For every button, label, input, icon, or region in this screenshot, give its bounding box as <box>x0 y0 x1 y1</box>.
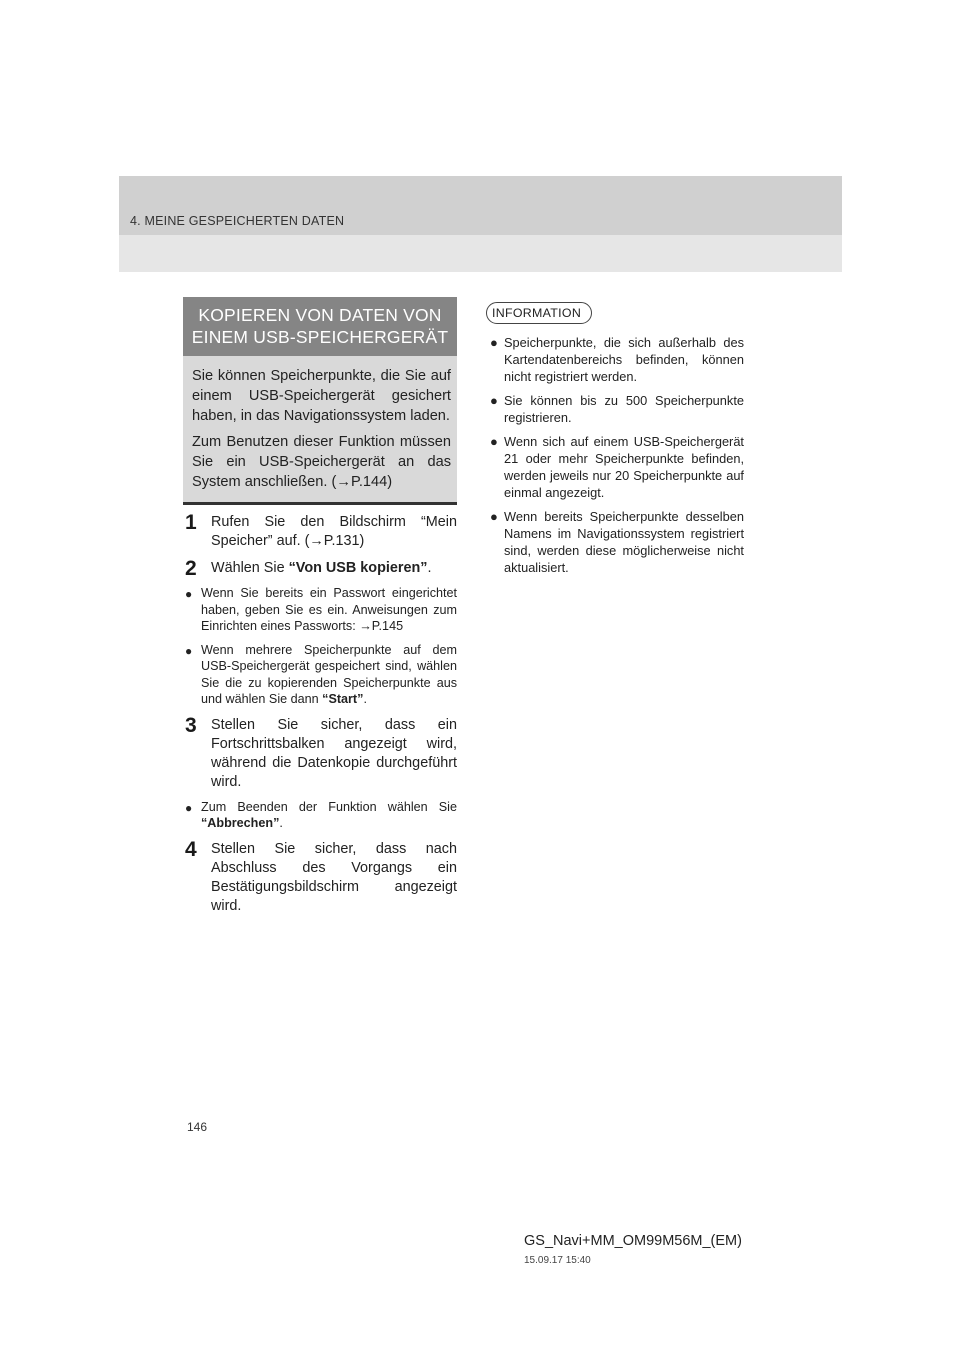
information-text: Sie können bis zu 500 Speicherpunkte registrieren. <box>504 393 744 425</box>
information-column <box>486 302 744 583</box>
print-timestamp: 15.09.17 15:40 <box>524 1255 591 1266</box>
information-item <box>490 334 744 385</box>
chapter-title: 4. MEINE GESPEICHERTEN DATEN <box>130 214 345 228</box>
note-bullet-3 <box>185 799 457 832</box>
bullet-text-before: Zum Beenden der Funktion wählen Sie <box>201 799 457 814</box>
step-text: Stellen Sie sicher, dass nach Abschluss des Vorgangs ein Bestätigungsbildschirm angezeigt wird. <box>211 840 457 914</box>
chapter-header <box>119 176 842 272</box>
step-list <box>183 513 457 916</box>
bullet-text-after: . <box>363 692 367 706</box>
screen-button-label: “Von USB kopieren” <box>288 560 428 576</box>
bullet-icon: ● <box>490 335 498 350</box>
step-3 <box>185 713 457 792</box>
note-bullet-2 <box>185 642 457 708</box>
information-list <box>486 334 744 576</box>
bullet-icon: ● <box>490 509 498 524</box>
step-4 <box>185 837 457 916</box>
step-number: 1 <box>185 511 197 534</box>
bullet-icon: ● <box>185 643 193 658</box>
bullet-text <box>201 799 457 832</box>
step-number: 2 <box>185 557 197 580</box>
bullet-icon: ● <box>490 434 498 449</box>
information-text: Wenn sich auf einem USB-Speichergerät 21 oder mehr Speicherpunkte befinden, werden jeweils nur 20 Speicherpunkte auf einmal angezeigt. <box>504 434 744 500</box>
step-text-before: Wählen Sie <box>211 560 289 576</box>
bullet-icon: ● <box>185 587 193 601</box>
section-title-line2: EINEM USB-SPEICHERGERÄT <box>191 327 449 347</box>
information-item <box>490 392 744 426</box>
step-text <box>211 559 457 578</box>
page-number: 146 <box>187 1120 208 1134</box>
bullet-text-before: Wenn mehrere Speicherpunkte auf dem USB-Speichergerät gespeichert sind, wählen Sie die zu kopierenden Speicherpunkte aus und wählen Sie dann <box>201 642 457 706</box>
step-text: Rufen Sie den Bildschirm “Mein Speicher” auf. (→P.131) <box>211 514 457 549</box>
bullet-icon: ● <box>490 393 498 408</box>
intro-paragraph-2: Zum Benutzen dieser Funktion müssen Sie ein USB-Speichergerät an das System anschließen. (→P.144) <box>192 434 451 490</box>
section-title <box>183 297 457 356</box>
bullet-text: Wenn Sie bereits ein Passwort eingerichtet haben, geben Sie es ein. Anweisungen zum Einrichten eines Passworts: →P.145 <box>201 586 457 633</box>
section-intro <box>183 356 457 502</box>
bullet-text-after: . <box>279 816 283 830</box>
step-text-after: . <box>427 560 432 576</box>
information-text: Wenn bereits Speicherpunkte desselben Namens im Navigationssystem registriert sind, werden diese möglicherweise nicht aktualisiert. <box>504 509 744 575</box>
step-2 <box>185 559 457 578</box>
section-title-line1: KOPIEREN VON DATEN VON <box>198 305 442 325</box>
step-1 <box>185 513 457 551</box>
bullet-icon: ● <box>185 800 193 815</box>
information-item <box>490 433 744 501</box>
information-text: Speicherpunkte, die sich außerhalb des Kartendatenbereichs befinden, können nicht registriert werden. <box>504 335 744 384</box>
information-item <box>490 508 744 576</box>
section-box <box>183 297 457 505</box>
step-number: 4 <box>185 837 197 861</box>
main-column <box>183 297 457 916</box>
chapter-header-strip <box>119 176 842 235</box>
step-number: 3 <box>185 713 197 737</box>
step-text: Stellen Sie sicher, dass ein Fortschrittsbalken angezeigt wird, während die Datenkopie durchgeführt wird. <box>211 716 457 790</box>
bullet-text <box>201 642 457 708</box>
screen-button-label: “Abbrechen” <box>201 816 280 830</box>
note-bullet-1 <box>185 585 457 635</box>
intro-paragraph-1: Sie können Speicherpunkte, die Sie auf einem USB-Speichergerät gesichert haben, in das Navigationssystem laden. <box>192 368 451 424</box>
document-code: GS_Navi+MM_OM99M56M_(EM) <box>524 1233 742 1249</box>
information-label: INFORMATION <box>486 302 592 324</box>
screen-button-label: “Start” <box>322 692 364 706</box>
